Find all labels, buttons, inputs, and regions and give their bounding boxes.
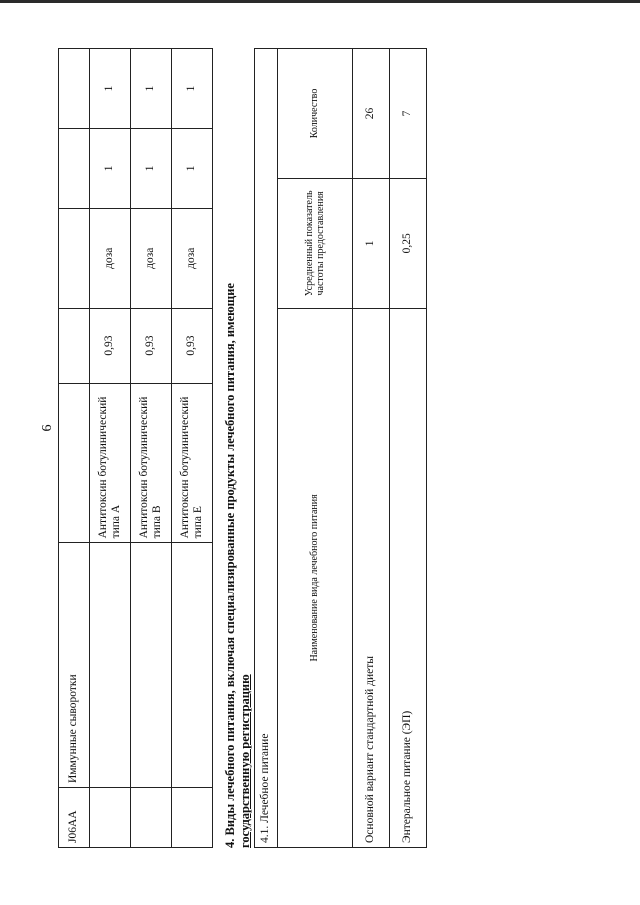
drug-name: Антитоксин ботулинический типа B: [131, 383, 172, 543]
drug-qty: 1: [172, 49, 213, 129]
table-row: [59, 49, 90, 848]
drug-unit: доза: [131, 208, 172, 308]
diet-name: Основной вариант стандартной диеты: [353, 308, 390, 847]
diet-qty: 7: [390, 49, 427, 179]
section-heading: [223, 48, 253, 848]
atc-code: J06AA: [59, 788, 90, 848]
drug-value: 0,93: [90, 308, 131, 383]
table-row: [390, 49, 427, 848]
drug-unit: доза: [90, 208, 131, 308]
diet-name: Энтеральное питание (ЭП): [390, 308, 427, 847]
drug-name: Антитоксин ботулинический типа A: [90, 383, 131, 543]
diet-qty: 26: [353, 49, 390, 179]
column-header-qty: Количество: [278, 49, 353, 179]
serum-table: [58, 48, 213, 848]
drug-qty: 1: [90, 49, 131, 129]
diet-freq: 0,25: [390, 178, 427, 308]
section-title-continuation: государственную регистрацию: [238, 674, 252, 848]
page-number: 6: [40, 424, 55, 432]
drug-freq: 1: [131, 128, 172, 208]
table-row: [353, 49, 390, 848]
column-header-name: Наименование вида лечебного питания: [278, 308, 353, 847]
diet-freq: 1: [353, 178, 390, 308]
table-row: [131, 49, 172, 848]
group-name: Иммунные сыворотки: [59, 543, 90, 788]
column-header-freq: Усредненный показатель частоты предоставления: [278, 178, 353, 308]
table-row: [172, 49, 213, 848]
table-row: [90, 49, 131, 848]
drug-freq: 1: [172, 128, 213, 208]
table-header-row: [278, 49, 353, 848]
drug-value: 0,93: [131, 308, 172, 383]
nutrition-table: [254, 48, 427, 848]
section-title: 4. Виды лечебного питания, включая специализированные продукты лечебного питания, имеющие: [223, 283, 237, 848]
scan-top-edge: [0, 0, 640, 3]
table-row: [255, 49, 278, 848]
drug-value: 0,93: [172, 308, 213, 383]
drug-name: Антитоксин ботулинический типа E: [172, 383, 213, 543]
table-caption: 4.1. Лечебное питание: [255, 49, 278, 848]
drug-qty: 1: [131, 49, 172, 129]
drug-unit: доза: [172, 208, 213, 308]
rotated-page-content: [58, 48, 458, 848]
drug-freq: 1: [90, 128, 131, 208]
